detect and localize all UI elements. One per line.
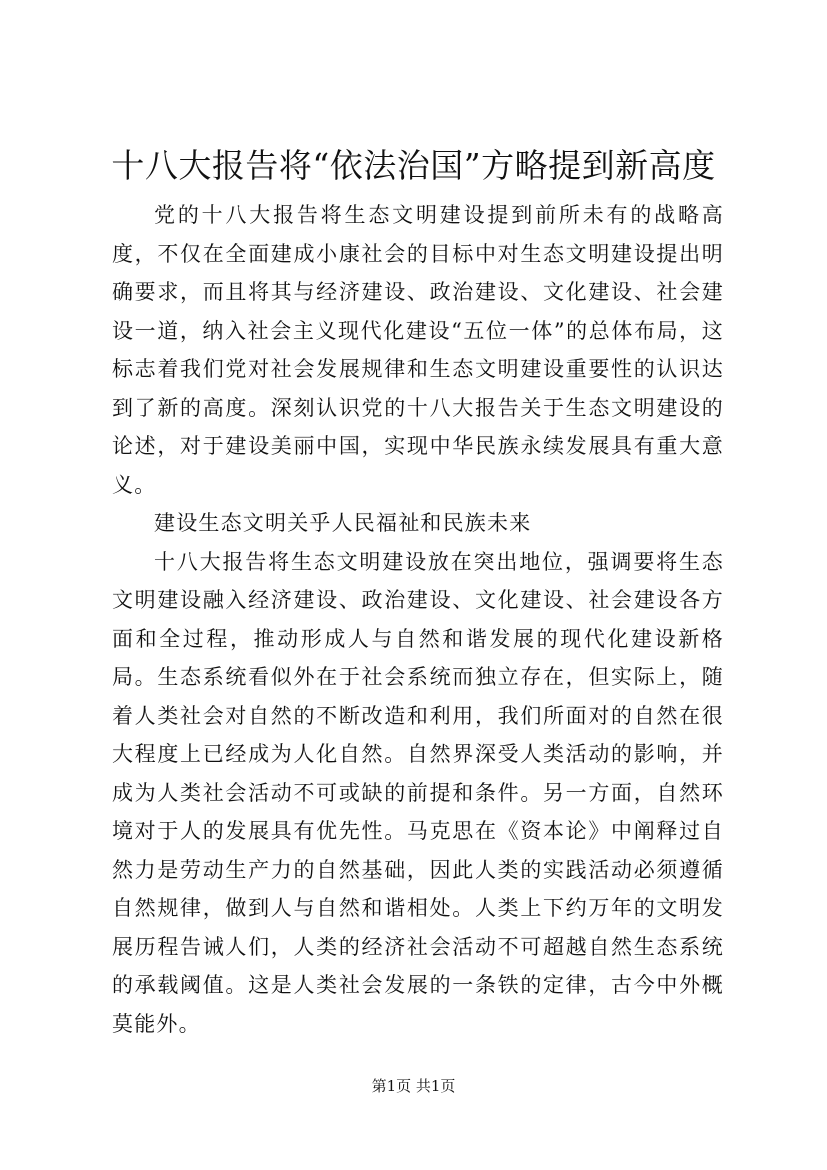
document-body <box>112 196 724 1043</box>
page-footer: 第1页 共1页 <box>371 1077 456 1095</box>
paragraph-intro: 党的十八大报告将生态文明建设提到前所未有的战略高度，不仅在全面建成小康社会的目标中对生态文明建设提出明确要求，而且将其与经济建设、政治建设、文化建设、社会建设一道，纳入社会主义现代化建设“五位一体”的总体布局，这标志着我们党对社会发展规律和生态文明建设重要性的认识达到了新的高度。深刻认识党的十八大报告关于生态文明建设的论述，对于建设美丽中国，实现中华民族永续发展具有重大意义。 <box>112 203 724 497</box>
section-heading: 建设生态文明关乎人民福祉和民族未来 <box>154 511 532 535</box>
paragraph-main: 十八大报告将生态文明建设放在突出地位，强调要将生态文明建设融入经济建设、政治建设、文化建设、社会建设各方面和全过程，推动形成人与自然和谐发展的现代化建设新格局。生态系统看似外在于社会系统而独立存在，但实际上，随着人类社会对自然的不断改造和利用，我们所面对的自然在很大程度上已经成为人化自然。自然界深受人类活动的影响，并成为人类社会活动不可或缺的前提和条件。另一方面，自然环境对于人的发展具有优先性。马克思在《资本论》中阐释过自然力是劳动生产力的自然基础，因此人类的实践活动必须遵循自然规律，做到人与自然和谐相处。人类上下约万年的文明发展历程告诫人们，人类的经济社会活动不可超越自然生态系统的承载阈值。这是人类社会发展的一条铁的定律，古今中外概莫能外。 <box>112 549 724 1036</box>
document-title: 十八大报告将“依法治国”方略提到新高度 <box>111 146 716 185</box>
